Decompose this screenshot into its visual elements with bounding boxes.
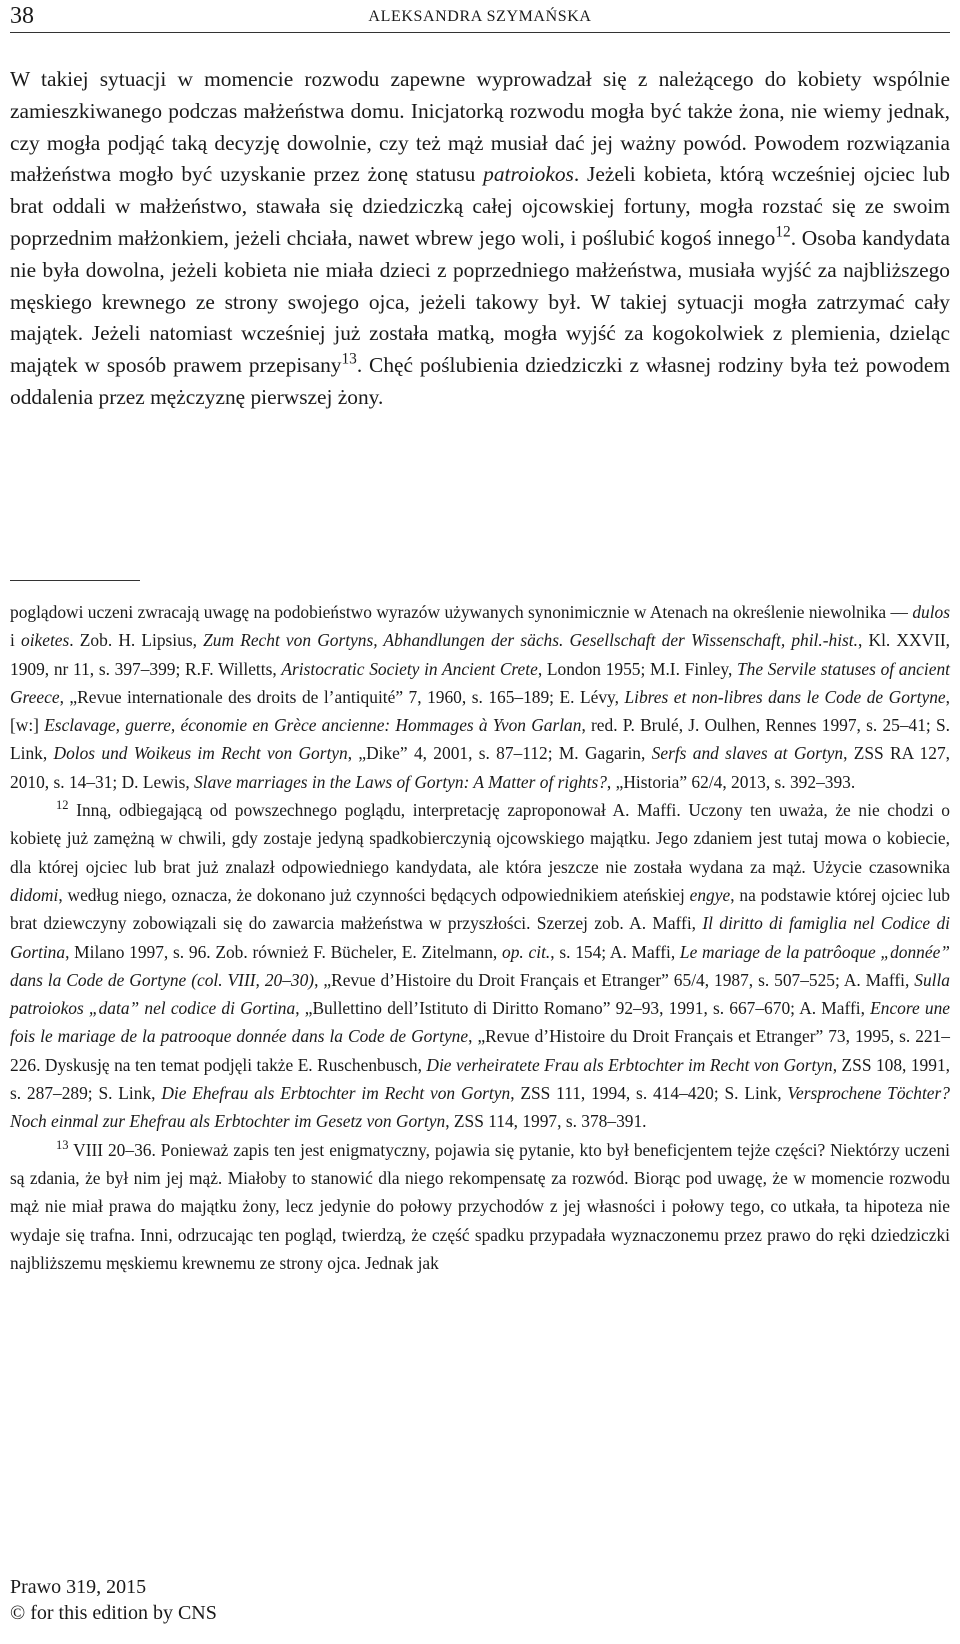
footnote-text: , „Dike” 4, 2001, s. 87–112; M. Gagarin, <box>347 743 652 764</box>
footnote-italic: Versprochene Töchter? Noch einmal zur Ehefrau als Erbtochter im Gesetz von Gortyn <box>10 1083 950 1132</box>
body-text-segment: . Chęć poślubienia dziedziczki z własnej rodziny była też powodem oddalenia przez mężczyznę pierwszej żony. <box>10 353 950 409</box>
journal-citation: Prawo 319, 2015 <box>10 1576 147 1598</box>
footnote-text: , „Bullettino dell’Istituto di Diritto Romano” 92–93, 1991, s. 667–670; A. Maffi, <box>295 998 871 1019</box>
page-number: 38 <box>10 3 34 29</box>
footnote-italic: Die Ehefrau als Erbtochter im Recht von Gortyn <box>161 1083 511 1104</box>
footnote-text: , „Revue internationale des droits de l’antiquité” 7, 1960, s. 165–189; E. Lévy, <box>59 686 625 707</box>
footnote-italic: Serfs and slaves at Gortyn <box>651 743 844 764</box>
footnote-italic: Il diritto di famiglia nel Codice di Gortina <box>10 913 950 962</box>
footnote-number: 13 <box>56 1137 69 1152</box>
footnote-text: , London 1955; M.I. Finley, <box>537 658 738 679</box>
footnote-text: , s. 154; A. Maffi, <box>550 941 680 962</box>
footnote-text: Inną, odbiegającą od powszechnego poglądu, interpretację zaproponował A. Maffi. Uczony ten uważa, że nie chodzi o kobietę już zamężną w chwili, gdy zostaje jedyną spadkobierczynią ojcowskiego majątku. Jego zdaniem jest tutaj mowa o kobiecie, dla której ojciec lub brat już znalazł odpowiedniego kandydata, ale która jeszcze nie została wydana za mąż. Użycie czasownika <box>10 800 950 877</box>
footnote-italic: Aristocratic Society in Ancient Crete <box>281 658 538 679</box>
footnote-italic: op. cit. <box>502 941 551 962</box>
footnote-separator <box>10 580 140 581</box>
body-text-segment: . Osoba kandydata nie była dowolna, jeżeli kobieta nie miała dzieci z poprzedniego małżeństwa, musiała wyjść za najbliższego męskiego krewnego ze strony swojego ojca, jeżeli takowy był. W takiej sytuacji mogła zatrzymać cały majątek. Jeżeli natomiast wcześniej już została matką, mogła wyjść za kogokolwiek z plemienia, dzieląc majątek w sposób prawem przepisany <box>10 225 950 378</box>
footnote-text: , ZSS 108, 1991, s. 287–289; S. Link, <box>10 1054 950 1104</box>
footnote-text: , ZSS 111, 1994, s. 414–420; S. Link, <box>510 1083 788 1104</box>
footnote-italic: Slave marriages in the Laws of Gortyn: A Matter of rights? <box>194 771 607 792</box>
footnote-italic: Esclavage, guerre, économie en Grèce ancienne: Hommages à Yvon Garlan <box>44 715 582 736</box>
footnote-italic: The Servile statuses of ancient Greece <box>10 658 950 707</box>
footnote-italic: Libres et non-libres dans le Code de Gortyne <box>624 686 946 707</box>
body-italic-term: patroiokos <box>483 162 574 187</box>
footnote-italic: Zum Recht von Gortyns, Abhandlungen der sächs. Gesellschaft der Wissenschaft, phil.-hist. <box>203 630 858 651</box>
footnote-italic: Encore une fois le mariage de la patrooque donnée dans la Code de Gortyne <box>10 998 950 1047</box>
header-rule <box>10 32 950 33</box>
copyright-notice: © for this edition by CNS <box>10 1602 217 1624</box>
page-header <box>10 2 950 34</box>
footnote-ref-12[interactable]: 12 <box>775 223 791 241</box>
footnote-italic: Le mariage de la patrôoque „donnée” dans la Code de Gortyne (col. VIII, 20–30) <box>10 941 950 990</box>
footnotes <box>10 598 950 1277</box>
footnote-text: , na podstawie której ojciec lub brat dziewczyny zobowiązali się do zawarcia małżeństwa w przyszłości. Szerzej zob. A. Maffi, <box>10 884 950 934</box>
running-head: ALEKSANDRA SZYMAŃSKA <box>368 8 592 25</box>
footnote-13 <box>10 1136 950 1277</box>
footnote-text: , „Revue d’Histoire du Droit Français et Etranger” 65/4, 1987, s. 507–525; A. Maffi, <box>314 969 915 990</box>
footnote-text: poglądowi uczeni zwracają uwagę na podobieństwo wyrazów używanych synonimicznie w Atenach na określenie niewolnika — <box>10 602 913 622</box>
footnote-text: , ZSS 114, 1997, s. 378–391. <box>445 1111 647 1132</box>
body-text-segment: . Jeżeli kobieta, którą wcześniej ojciec lub brat oddali w małżeństwo, stawała się dziedziczką całej ojcowskiej fortuny, mogła rozstać się ze swoim poprzednim małżonkiem, jeżeli chciała, nawet wbrew jego woli, i poślubić kogoś innego <box>10 162 950 250</box>
footnote-text: , „Revue d’Histoire du Droit Français et Etranger” 73, 1995, s. 221–226. Dyskusję na ten temat podjęli także E. Ruschenbusch, <box>10 1026 950 1075</box>
body-text-segment: W takiej sytuacji w momencie rozwodu zapewne wyprowadzał się z należącego do kobiety wspólnie zamieszkiwanego podczas małżeństwa domu. Inicjatorką rozwodu mogła być także żona, nie wiemy jednak, czy mogła podjąć taką decyzję dowolnie, czy też mąż musiał dać jej ważny powód. Powodem rozwiązania małżeństwa mogło być uzyskanie przez żonę statusu <box>10 67 950 187</box>
footnote-number: 12 <box>56 798 69 813</box>
footnote-text: VIII 20–36. Ponieważ zapis ten jest enigmatyczny, pojawia się pytanie, kto był beneficjentem tejże części? Niektórzy uczeni są zdania, że był nim jej mąż. Miałoby to stanowić dla niego rekompensatę za rozwód. Biorąc pod uwagę, że w momencie rozwodu mąż nie miał prawa do majątku żony, lecz jedynie do połowy przychodów z jej własności i połowy tego, co utkała, ta hipoteza nie wydaje się trafna. Inni, odrzucając ten pogląd, twierdzą, że część spadku przypadała wyznaczonemu przez prawo do ręki dziedziczki najbliższemu męskiemu krewnemu ze strony ojca. Jednak jak <box>10 1139 950 1273</box>
body-paragraph <box>10 64 950 414</box>
footnote-text: , red. P. Brulé, J. Oulhen, Rennes 1997, s. 25–41; S. Link, <box>10 715 950 764</box>
footnote-text: , [w:] <box>10 686 950 736</box>
footnote-text: i <box>10 630 21 651</box>
page-footer <box>10 1574 217 1626</box>
footnote-text: , według niego, oznacza, że dokonano już czynności będących odpowiednikiem ateńskiej <box>58 884 690 905</box>
footnote-text: , ZSS RA 127, 2010, s. 14–31; D. Lewis, <box>10 743 950 792</box>
footnote-11-continued <box>10 598 950 796</box>
footnote-italic: engye <box>689 884 731 905</box>
footnote-italic: oiketes <box>21 630 70 651</box>
footnote-text: , Kl. XXVII, 1909, nr 11, s. 397–399; R.F. Willetts, <box>10 630 951 679</box>
footnote-italic: didomi <box>10 884 59 905</box>
footnote-italic: Dolos und Woikeus im Recht von Gortyn <box>53 743 348 764</box>
footnote-text: . Zob. H. Lipsius, <box>69 630 204 651</box>
footnote-italic: Sulla patroiokos „data” nel codice di Gortina <box>10 969 950 1019</box>
footnote-italic: Die verheiratete Frau als Erbtochter im Recht von Gortyn <box>426 1054 833 1075</box>
footnote-12 <box>10 796 950 1136</box>
footnote-text: , Milano 1997, s. 96. Zob. również F. Bücheler, E. Zitelmann, <box>65 941 503 962</box>
footnote-text: , „Historia” 62/4, 2013, s. 392–393. <box>606 771 856 792</box>
footnote-ref-13[interactable]: 13 <box>341 350 357 368</box>
footnote-italic: dulos <box>912 602 950 622</box>
